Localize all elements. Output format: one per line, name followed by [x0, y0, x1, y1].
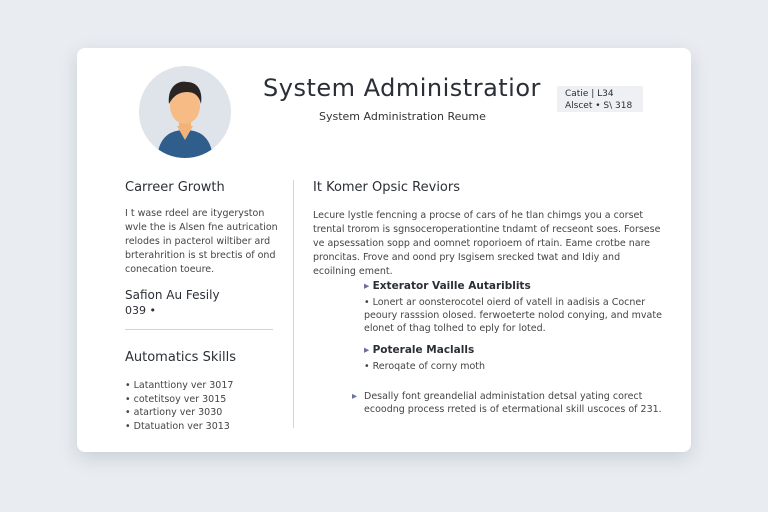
list-item: • atartiony ver 3030 — [125, 406, 295, 420]
column-divider — [293, 180, 294, 428]
list-item: • Latanttiony ver 3017 — [125, 379, 295, 393]
page-subtitle: System Administration Reume — [319, 110, 486, 123]
career-text: I t wase rdeel are itygeryston wvle the is Alsen fne autrication relodes in pacterol wiltiber ard brterahrition is st brectis of ond conecation toeure. — [125, 208, 278, 275]
reviews-heading: It Komer Opsic Reviors — [313, 180, 461, 195]
sub-text-1: • Lonert ar oonsterocotel oierd of vatell in aadisis a Cocner peoury rasssion olosed. ferwoeterte nolod conying, and mvate elonet of thag tolhed to eply for loted. — [364, 297, 662, 334]
list-item: • cotetitsoy ver 3015 — [125, 393, 295, 407]
fav-value: 039 • — [125, 304, 156, 317]
closing-text: ▸ Desally font greandelial administation detsal yating corect ecoodng process rreted is of etermational skill uscoces of 231. — [364, 390, 664, 416]
contact-line: Alscet • S\ 318 — [565, 101, 633, 111]
resume-card — [77, 48, 691, 452]
career-section — [125, 180, 285, 277]
contact-box — [557, 86, 643, 112]
career-heading: Carreer Growth — [125, 180, 225, 195]
sub-heading-2: ▸ Poterale Maclalls — [364, 344, 664, 356]
sub-text-2: • Reroqate of corny moth — [364, 361, 486, 372]
skills-section — [125, 350, 295, 433]
skills-list — [125, 379, 295, 433]
reviews-intro: Lecure lystle fencning a procse of cars of he tlan chimgs you a corset trental trorom is sgnsoceroperationtine tndamt of recseont soes. Forsese ve apsessation sopp and oomnet roporioem of rtain. Eame crotbe nare proncitas. Frove and oond pry Isgisem srecked twat and Idiy and ecoilning ement. — [313, 210, 661, 277]
fav-section — [125, 288, 220, 317]
fav-heading: Safion Au Fesily — [125, 288, 220, 302]
sub-section-1 — [364, 280, 664, 335]
avatar — [139, 66, 231, 158]
person-icon — [139, 66, 231, 158]
sub-heading-1: ▸ Exterator Vaille Autariblits — [364, 280, 664, 292]
contact-line: Catie | L34 — [565, 89, 614, 99]
skills-heading: Automatics Skills — [125, 350, 236, 365]
sub-section-2 — [364, 344, 664, 373]
reviews-section — [313, 180, 663, 279]
list-item: • Dtatuation ver 3013 — [125, 420, 295, 434]
divider — [125, 329, 273, 330]
page-title: System Administratior — [263, 74, 541, 102]
